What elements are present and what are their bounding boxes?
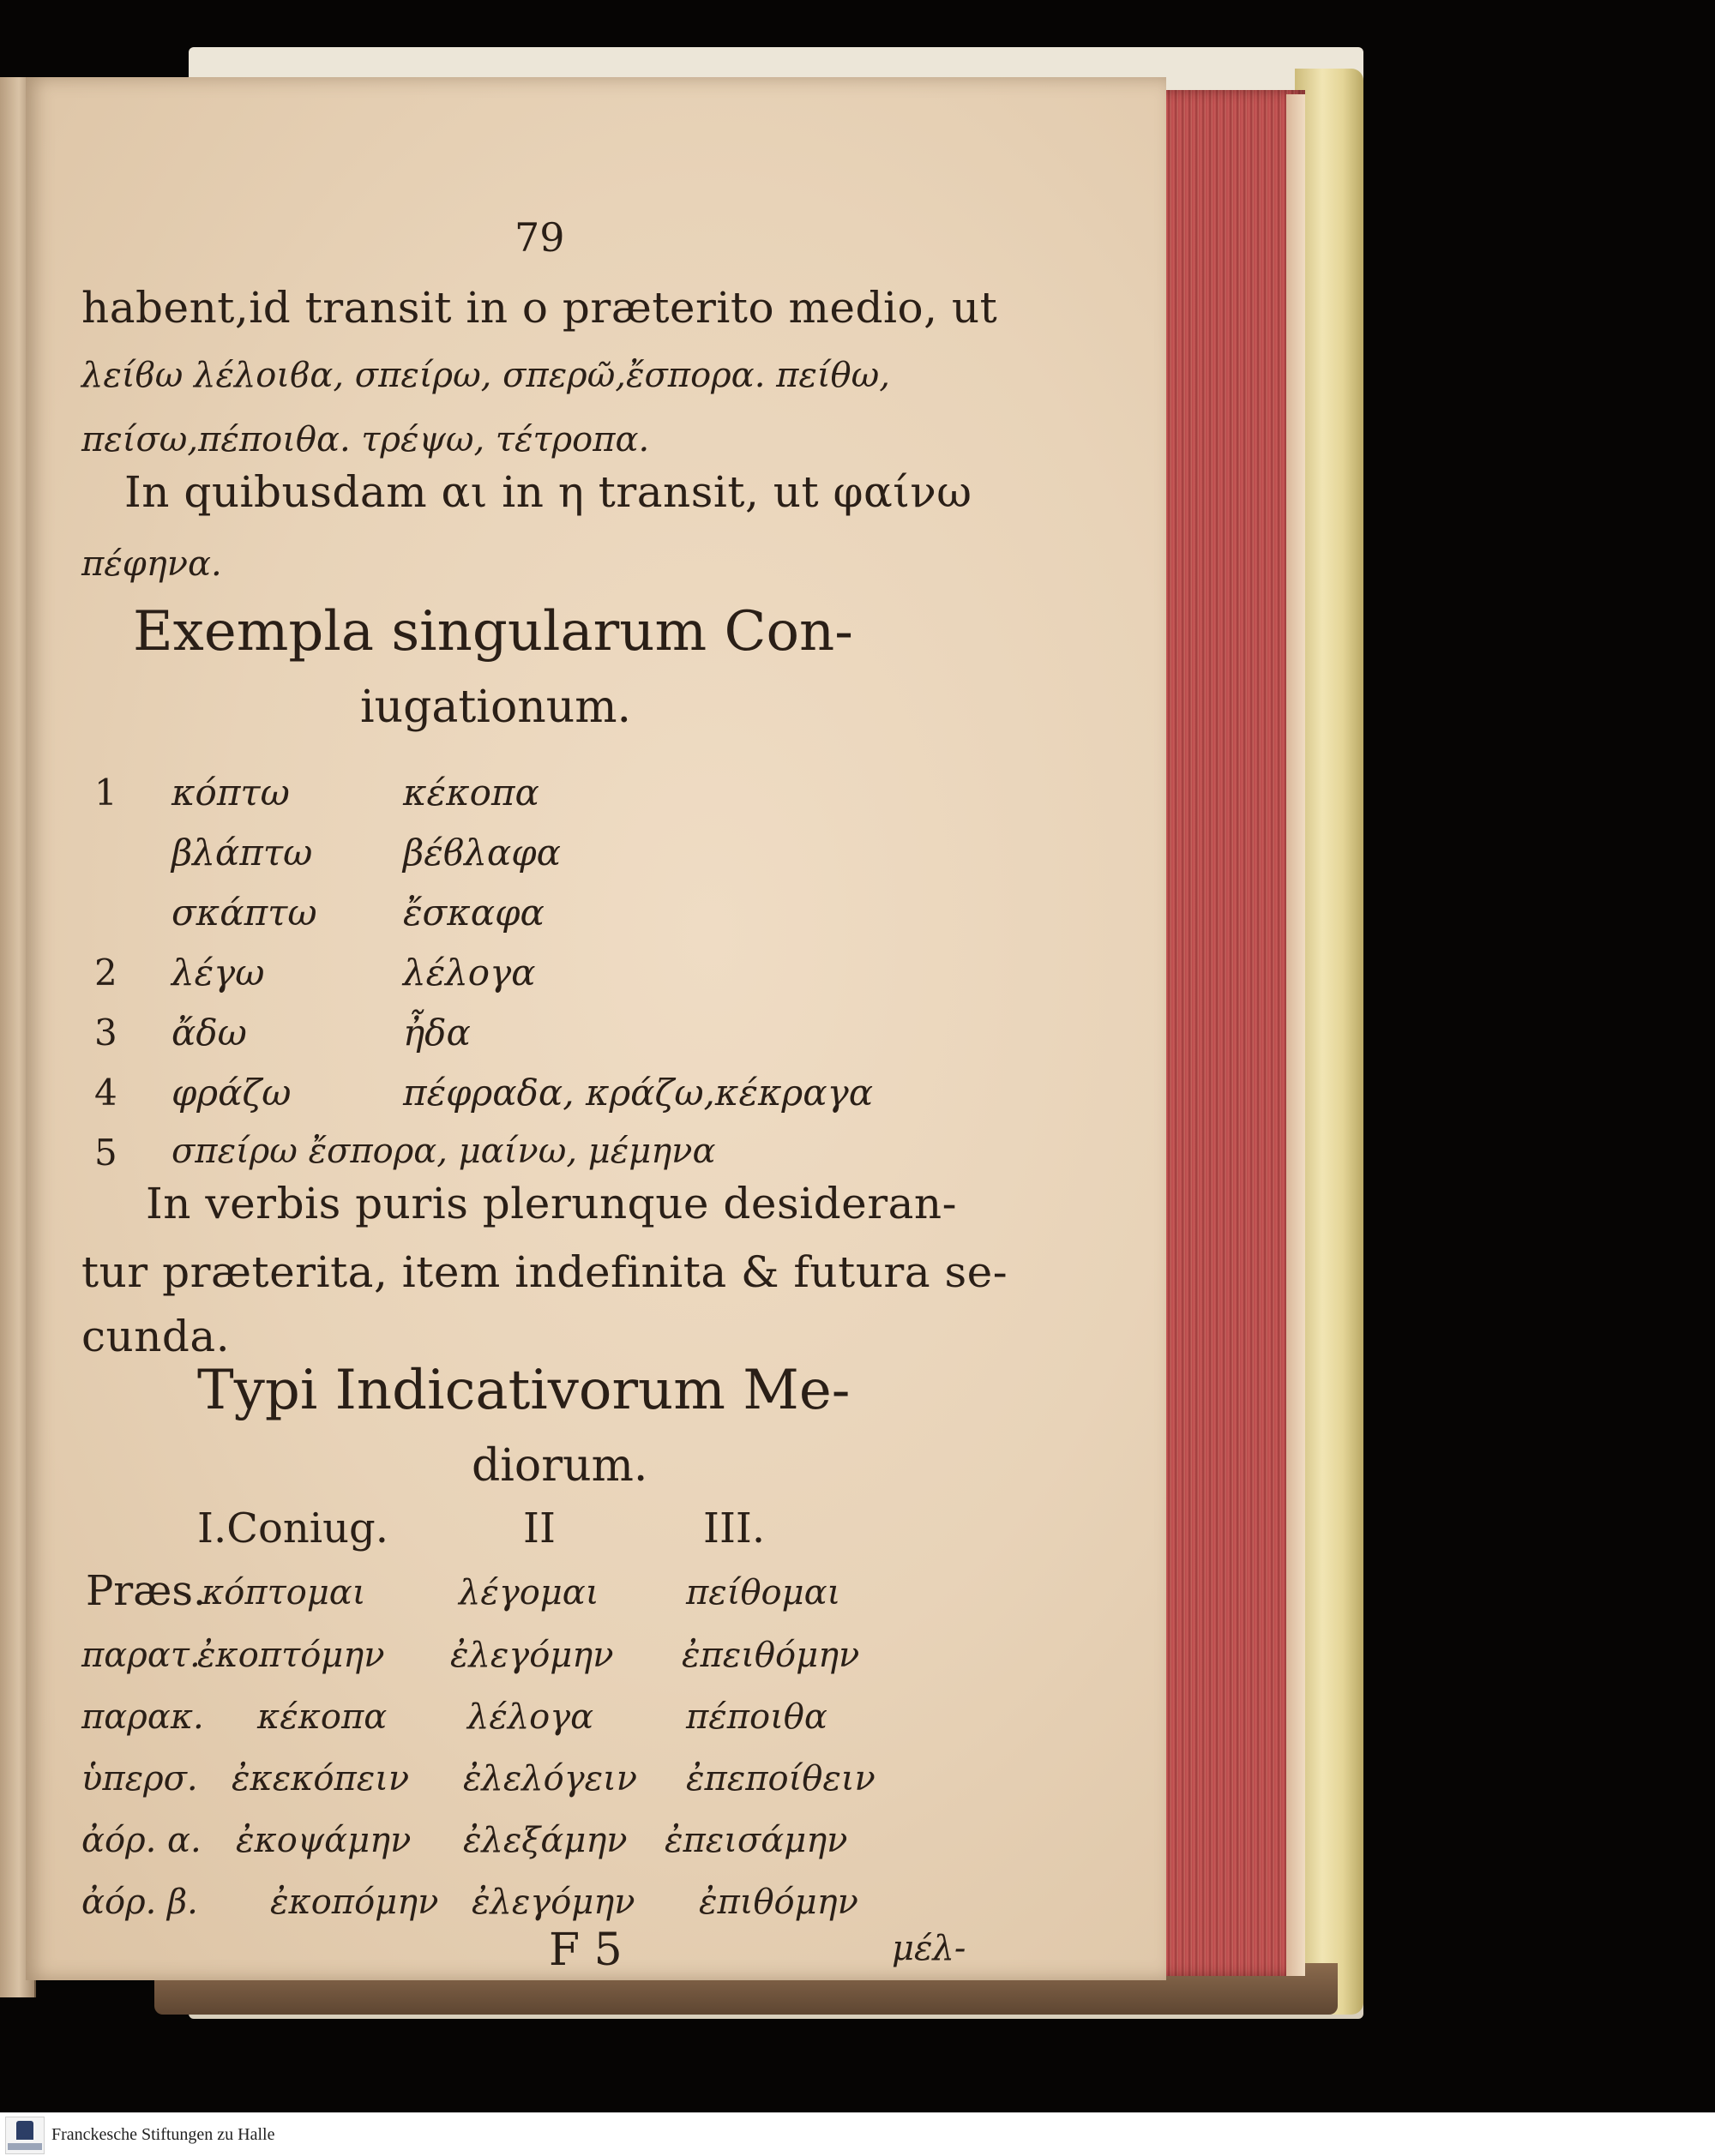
cell-conj1: ἐκοπτόμην bbox=[197, 1636, 385, 1675]
fore-edge-highlight bbox=[1286, 94, 1305, 1976]
cell-conj2: ἐλεγόμην bbox=[450, 1636, 614, 1675]
intro-line-3: πείσω,πέποιθα. τρέψω, τέτροπα. bbox=[81, 420, 650, 459]
section-heading-2a: Typi Indicativorum Me- bbox=[197, 1359, 851, 1422]
example-perfect: ἦδα bbox=[403, 1012, 471, 1054]
cell-conj3: πέποιθα bbox=[686, 1697, 827, 1737]
example-present: ἄδω bbox=[172, 1012, 247, 1054]
example-number: 5 bbox=[94, 1132, 117, 1174]
para3-line-2: tur præterita, item indefinita & futura se- bbox=[81, 1247, 1008, 1297]
example-number: 2 bbox=[94, 952, 117, 994]
logo-wordmark-strip bbox=[8, 2143, 42, 2150]
section-heading-1b: iugationum. bbox=[360, 682, 632, 733]
vellum-cover-edge bbox=[1295, 69, 1363, 2015]
cell-conj2: λέγομαι bbox=[459, 1573, 599, 1612]
para3-line-3: cunda. bbox=[81, 1312, 231, 1361]
section-heading-2b: diorum. bbox=[472, 1440, 648, 1492]
example-present: λέγω bbox=[172, 952, 265, 994]
page-number: 79 bbox=[514, 214, 565, 261]
cell-conj2: ἐλελόγειν bbox=[463, 1759, 638, 1799]
example-present: φράζω bbox=[172, 1072, 292, 1114]
para3-line-1: In verbis puris plerunque desideran- bbox=[146, 1179, 958, 1228]
row-label: ἀόρ. β. bbox=[81, 1883, 198, 1922]
example-line: σπείρω ἔσπορα, μαίνω, μέμηνα bbox=[172, 1132, 716, 1171]
intro-line-1: habent,id transit in ο præterito medio, ut bbox=[81, 283, 998, 333]
example-perfect: κέκοπα bbox=[403, 772, 539, 814]
row-label: παρακ. bbox=[81, 1697, 204, 1737]
example-perfect: ἔσκαφα bbox=[403, 892, 545, 934]
example-perfect: βέϐλαφα bbox=[403, 832, 562, 874]
example-present: βλάπτω bbox=[172, 832, 313, 874]
cell-conj3: ἐπεισάμην bbox=[665, 1821, 848, 1860]
francke-foundations-logo-icon[interactable] bbox=[5, 2117, 45, 2154]
para2-line-1: In quibusdam αι in η transit, ut φαίνω bbox=[124, 467, 972, 517]
cell-conj1: ἐκοπόμην bbox=[270, 1883, 439, 1922]
cell-conj3: ἐπιθόμην bbox=[699, 1883, 858, 1922]
cell-conj1: κέκοπα bbox=[257, 1697, 388, 1737]
cell-conj1: ἐκεκόπειν bbox=[232, 1759, 410, 1799]
cell-conj1: ἐκοψάμην bbox=[236, 1821, 412, 1860]
section-heading-1a: Exempla singularum Con- bbox=[133, 600, 853, 664]
footer-bar bbox=[0, 2112, 1715, 2156]
book-page bbox=[26, 77, 1166, 1980]
row-label: ἀόρ. α. bbox=[81, 1821, 202, 1860]
signature-mark: F 5 bbox=[549, 1925, 623, 1976]
cell-conj1: κόπτομαι bbox=[202, 1573, 366, 1612]
example-present: κόπτω bbox=[172, 772, 290, 814]
column-header: II bbox=[523, 1504, 556, 1552]
example-number: 3 bbox=[94, 1012, 117, 1054]
cell-conj2: ἐλεγόμην bbox=[472, 1883, 635, 1922]
row-label: Præs. bbox=[86, 1567, 207, 1615]
intro-line-2: λείϐω λέλοιϐα, σπείρω, σπερῶ,ἔσπορα. πείθω, bbox=[81, 356, 890, 395]
cell-conj3: ἐπειθόμην bbox=[682, 1636, 860, 1675]
cell-conj2: ἐλεξάμην bbox=[463, 1821, 628, 1860]
row-label: παρατ. bbox=[81, 1636, 201, 1675]
catchword: μέλ- bbox=[892, 1929, 966, 1968]
red-fore-edge bbox=[1151, 90, 1305, 1976]
example-present: σκάπτω bbox=[172, 892, 317, 934]
cell-conj3: πείθομαι bbox=[686, 1573, 841, 1612]
para2-line-2: πέφηνα. bbox=[81, 544, 222, 584]
column-header: III. bbox=[703, 1504, 766, 1552]
cell-conj3: ἐπεποίθειν bbox=[686, 1759, 876, 1799]
column-header: I.Coniug. bbox=[197, 1504, 389, 1552]
row-label: ὑπερσ. bbox=[81, 1759, 198, 1799]
example-perfect: πέφραδα, κράζω,κέκραγα bbox=[403, 1072, 874, 1114]
example-number: 1 bbox=[94, 772, 117, 814]
example-number: 4 bbox=[94, 1072, 117, 1114]
institution-name: Franckesche Stiftungen zu Halle bbox=[51, 2125, 275, 2144]
example-perfect: λέλογα bbox=[403, 952, 536, 994]
cell-conj2: λέλογα bbox=[467, 1697, 594, 1737]
building-icon bbox=[16, 2121, 33, 2140]
